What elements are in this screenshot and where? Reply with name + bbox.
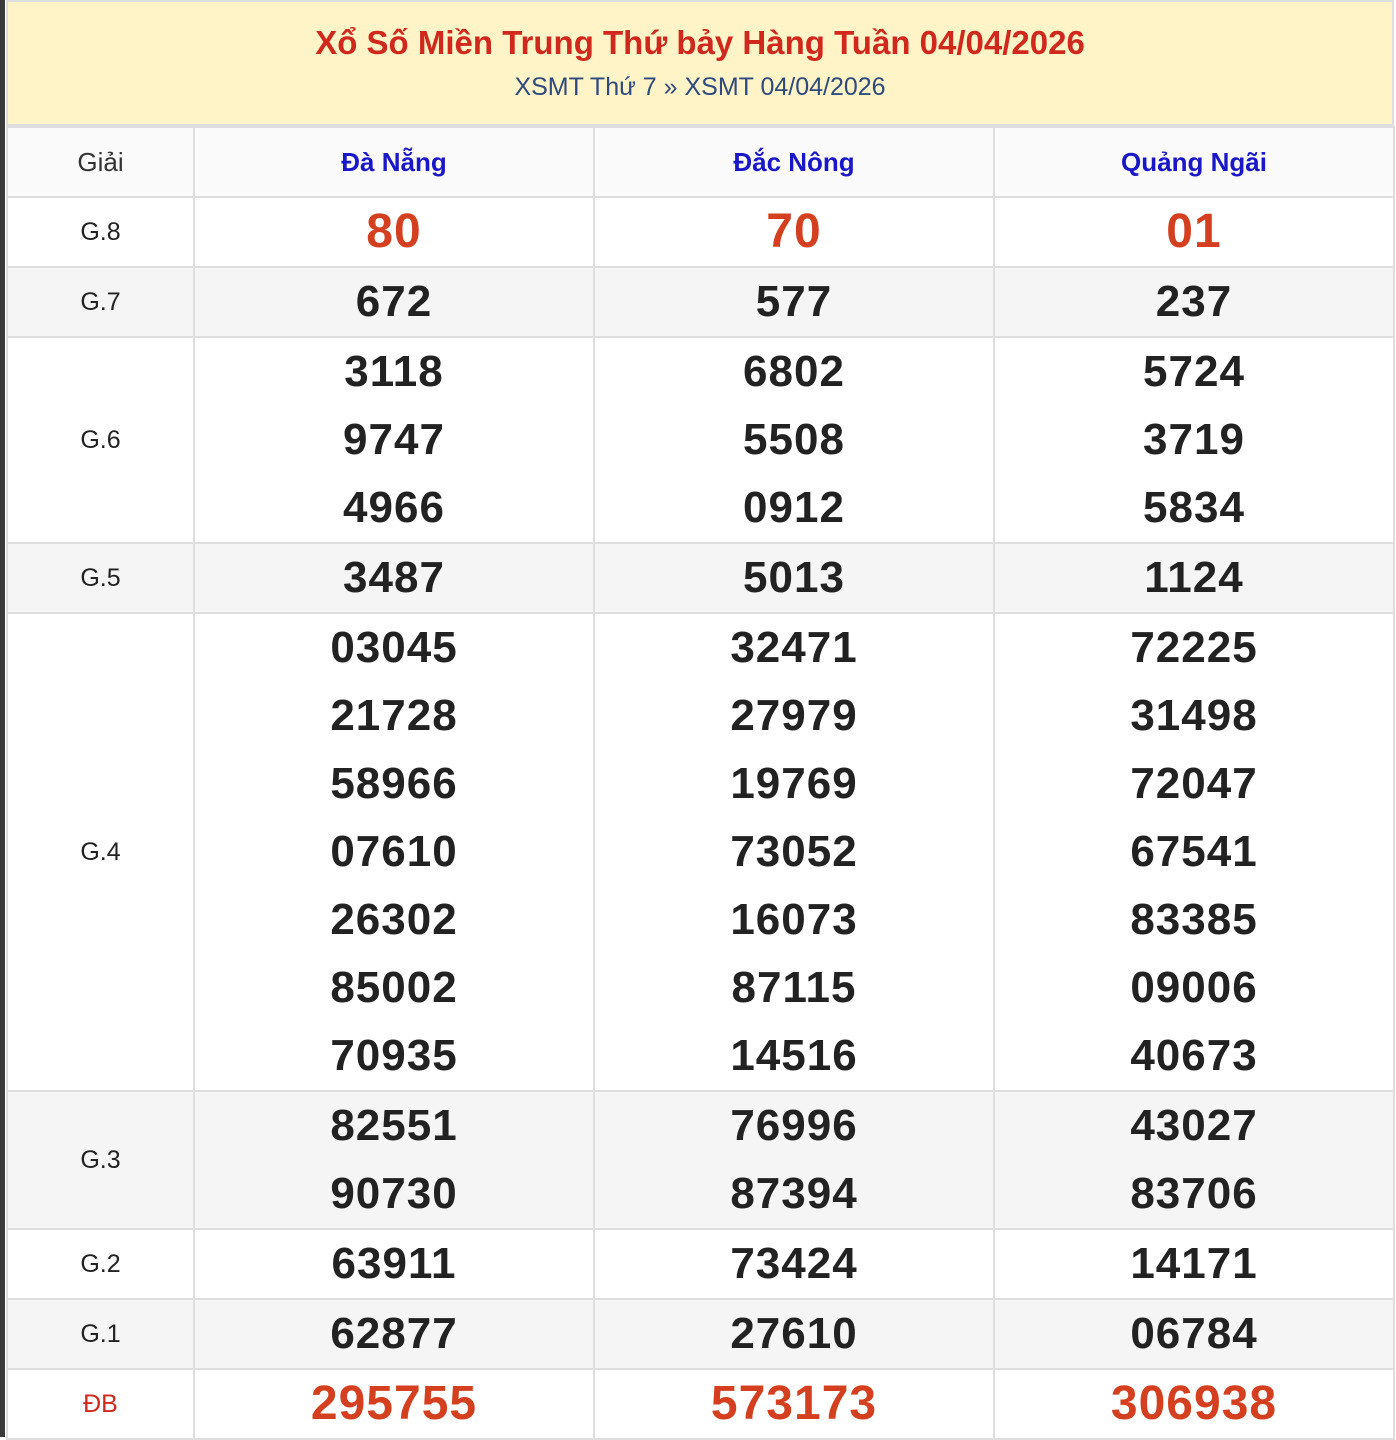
result-number: 5834: [1143, 483, 1245, 532]
breadcrumb-separator: »: [663, 73, 678, 101]
result-number: 70935: [330, 1031, 458, 1080]
result-cell: [594, 267, 994, 337]
result-number: 9747: [343, 415, 445, 464]
result-number: 87115: [731, 963, 857, 1012]
special-prize-number: 295755: [310, 1377, 478, 1430]
result-number: 01: [1166, 205, 1222, 258]
result-number: 14516: [730, 1031, 858, 1080]
table-row-g3: [7, 1091, 1394, 1229]
prize-label: G.7: [7, 267, 194, 337]
prize-label: G.4: [7, 613, 194, 1091]
result-cell: [594, 1369, 994, 1439]
prize-label-special: ĐB: [7, 1369, 194, 1439]
result-number: 67541: [1130, 827, 1258, 876]
result-cell: [194, 1299, 594, 1369]
prize-label: G.3: [7, 1091, 194, 1229]
result-number: 1124: [1144, 553, 1244, 602]
breadcrumb-link-weekday[interactable]: XSMT Thứ 7: [514, 73, 657, 101]
table-header-row: [7, 127, 1394, 197]
result-number: 31498: [1130, 691, 1258, 740]
result-number: 63911: [331, 1239, 457, 1288]
prize-label: G.2: [7, 1229, 194, 1299]
result-number: 0912: [743, 483, 845, 532]
result-number: 5724: [1143, 347, 1245, 396]
result-number: 83385: [1130, 895, 1258, 944]
result-number: 09006: [1130, 963, 1258, 1012]
page-title: Xổ Số Miền Trung Thứ bảy Hàng Tuần 04/04/2026: [315, 24, 1085, 61]
prize-label: G.1: [7, 1299, 194, 1369]
result-number: 3487: [343, 553, 445, 602]
result-header: [6, 0, 1394, 126]
special-prize-number: 306938: [1110, 1377, 1278, 1430]
result-number: 87394: [730, 1169, 858, 1218]
lottery-result-panel: [6, 0, 1394, 1440]
result-number: 14171: [1130, 1239, 1258, 1288]
table-row-g7: [7, 267, 1394, 337]
result-number: 16073: [730, 895, 858, 944]
result-number: 19769: [730, 759, 858, 808]
table-row-special: [7, 1369, 1394, 1439]
result-number: 58966: [330, 759, 458, 808]
result-cell: [994, 1369, 1394, 1439]
result-cell: [594, 197, 994, 267]
table-row-g4: [7, 613, 1394, 1091]
result-cell: [194, 1091, 594, 1229]
table-row-g6: [7, 337, 1394, 543]
result-number: 4966: [343, 483, 445, 532]
result-number: 27979: [730, 691, 858, 740]
result-cell: [994, 613, 1394, 1091]
result-number: 03045: [330, 623, 458, 672]
result-cell: [994, 197, 1394, 267]
result-number: 5013: [743, 553, 845, 602]
prize-label: G.6: [7, 337, 194, 543]
table-row-g5: [7, 543, 1394, 613]
result-number: 72225: [1130, 623, 1258, 672]
result-cell: [194, 543, 594, 613]
special-prize-number: 573173: [710, 1377, 878, 1430]
result-number: 76996: [730, 1101, 858, 1150]
result-cell: [594, 1229, 994, 1299]
result-cell: [194, 613, 594, 1091]
prize-label: G.8: [7, 197, 194, 267]
result-cell: [994, 1091, 1394, 1229]
result-number: 82551: [330, 1101, 458, 1150]
column-header-quang-ngai[interactable]: Quảng Ngãi: [994, 127, 1394, 197]
result-cell: [194, 1369, 594, 1439]
result-number: 5508: [743, 415, 845, 464]
result-number: 21728: [330, 691, 458, 740]
result-number: 90730: [330, 1169, 458, 1218]
result-cell: [194, 267, 594, 337]
result-cell: [594, 337, 994, 543]
result-number: 62877: [330, 1309, 458, 1358]
breadcrumb: [8, 72, 1392, 102]
result-number: 3719: [1143, 415, 1245, 464]
left-edge-strip: [0, 0, 5, 1437]
result-number: 27610: [730, 1309, 858, 1358]
prize-label: G.5: [7, 543, 194, 613]
result-cell: [194, 1229, 594, 1299]
result-cell: [594, 543, 994, 613]
result-cell: [994, 267, 1394, 337]
result-number: 26302: [330, 895, 458, 944]
result-number: 70: [766, 205, 822, 258]
column-header-da-nang[interactable]: Đà Nẵng: [194, 127, 594, 197]
result-cell: [994, 337, 1394, 543]
result-number: 72047: [1130, 759, 1258, 808]
result-number: 237: [1155, 277, 1233, 326]
result-number: 3118: [344, 347, 444, 396]
result-number: 43027: [1130, 1101, 1258, 1150]
result-number: 32471: [730, 623, 858, 672]
result-number: 85002: [330, 963, 458, 1012]
breadcrumb-link-date[interactable]: XSMT 04/04/2026: [684, 73, 886, 101]
result-cell: [994, 1299, 1394, 1369]
result-number: 6802: [743, 347, 845, 396]
result-number: 06784: [1130, 1309, 1258, 1358]
result-cell: [194, 197, 594, 267]
result-cell: [194, 337, 594, 543]
column-header-dac-nong[interactable]: Đắc Nông: [594, 127, 994, 197]
column-header-prize: Giải: [7, 127, 194, 197]
table-row-g2: [7, 1229, 1394, 1299]
result-cell: [594, 1299, 994, 1369]
result-number: 73052: [730, 827, 858, 876]
result-number: 40673: [1130, 1031, 1258, 1080]
result-cell: [594, 613, 994, 1091]
table-row-g8: [7, 197, 1394, 267]
result-number: 672: [355, 277, 433, 326]
result-number: 83706: [1130, 1169, 1258, 1218]
results-table: [6, 126, 1395, 1440]
result-cell: [994, 543, 1394, 613]
result-number: 07610: [330, 827, 458, 876]
result-number: 73424: [730, 1239, 858, 1288]
result-cell: [994, 1229, 1394, 1299]
result-number: 577: [755, 277, 833, 326]
result-cell: [594, 1091, 994, 1229]
result-number: 80: [366, 205, 422, 258]
table-row-g1: [7, 1299, 1394, 1369]
